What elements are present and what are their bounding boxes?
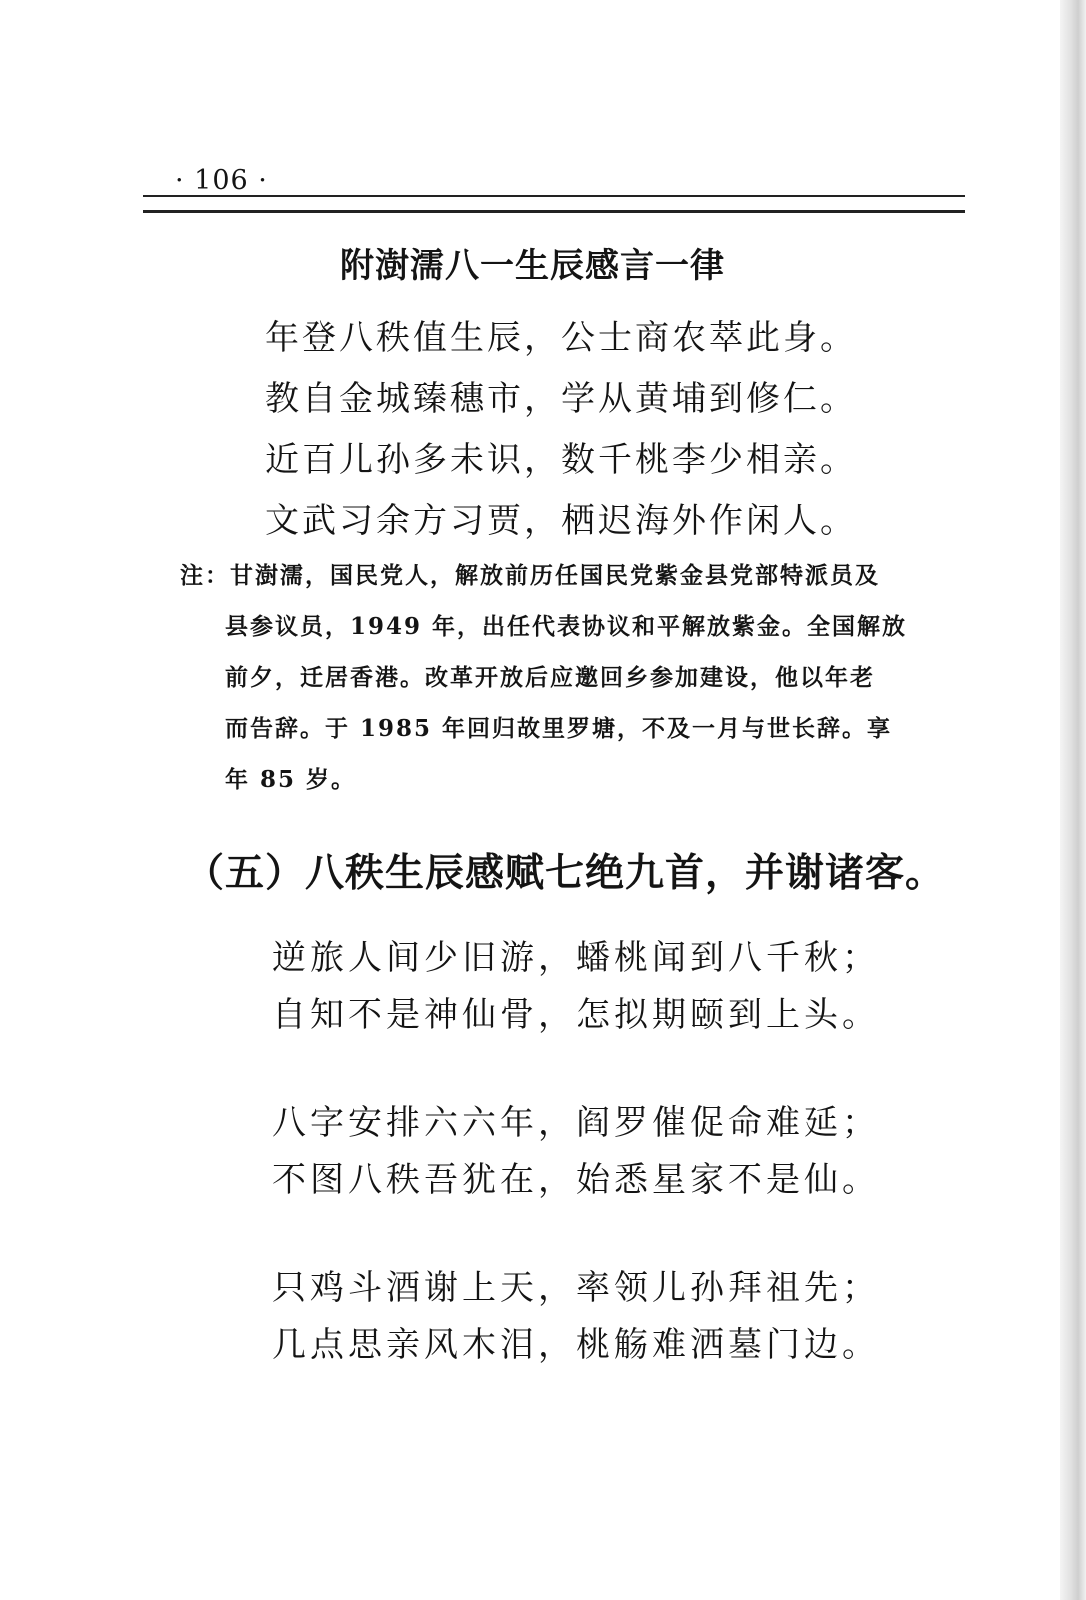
poem-line: 近百儿孙多未识，数千桃李少相亲。 (265, 440, 857, 480)
quatrain-line: 只鸡斗酒谢上天，率领儿孙拜祖先； (272, 1268, 880, 1308)
quatrain-line: 逆旅人间少旧游，蟠桃闻到八千秋； (272, 938, 880, 978)
note-line: 县参议员，1949 年，出任代表协议和平解放紫金。全国解放 (225, 613, 908, 640)
regulated-poem (265, 308, 857, 552)
page-number: · 106 · (175, 165, 268, 196)
poem-title: 附澍濡八一生辰感言一律 (340, 246, 725, 286)
quatrain-line: 几点思亲风木泪，桃觞难洒墓门边。 (272, 1325, 880, 1365)
note-line: 注：甘澍濡，国民党人，解放前历任国民党紫金县党部特派员及 (180, 562, 880, 589)
quatrain-line: 自知不是神仙骨，怎拟期颐到上头。 (272, 995, 880, 1035)
quatrain (272, 1095, 880, 1209)
section-heading: （五）八秩生辰感赋七绝九首，并谢诸客。 (185, 851, 946, 896)
note-line: 年 85 岁。 (225, 766, 357, 793)
quatrain-line: 不图八秩吾犹在，始悉星家不是仙。 (272, 1160, 880, 1200)
poem-line: 文武习余方习贾，栖迟海外作闲人。 (265, 501, 857, 541)
note-line: 而告辞。于 1985 年回归故里罗塘，不及一月与世长辞。享 (225, 715, 893, 742)
quatrain (272, 1260, 880, 1374)
page-edge-shadow (1060, 0, 1086, 1600)
quatrain-line: 八字安排六六年，阎罗催促命难延； (272, 1103, 880, 1143)
annotation-note (180, 550, 970, 805)
poem-line: 教自金城臻穗市，学从黄埔到修仁。 (265, 379, 857, 419)
quatrain-list (272, 930, 880, 1425)
poem-line: 年登八秩值生辰，公士商农萃此身。 (265, 318, 857, 358)
header-rule-thin (143, 195, 965, 197)
header-rule-thick (143, 210, 965, 213)
quatrain (272, 930, 880, 1044)
note-line: 前夕，迁居香港。改革开放后应邀回乡参加建设，他以年老 (225, 664, 875, 691)
